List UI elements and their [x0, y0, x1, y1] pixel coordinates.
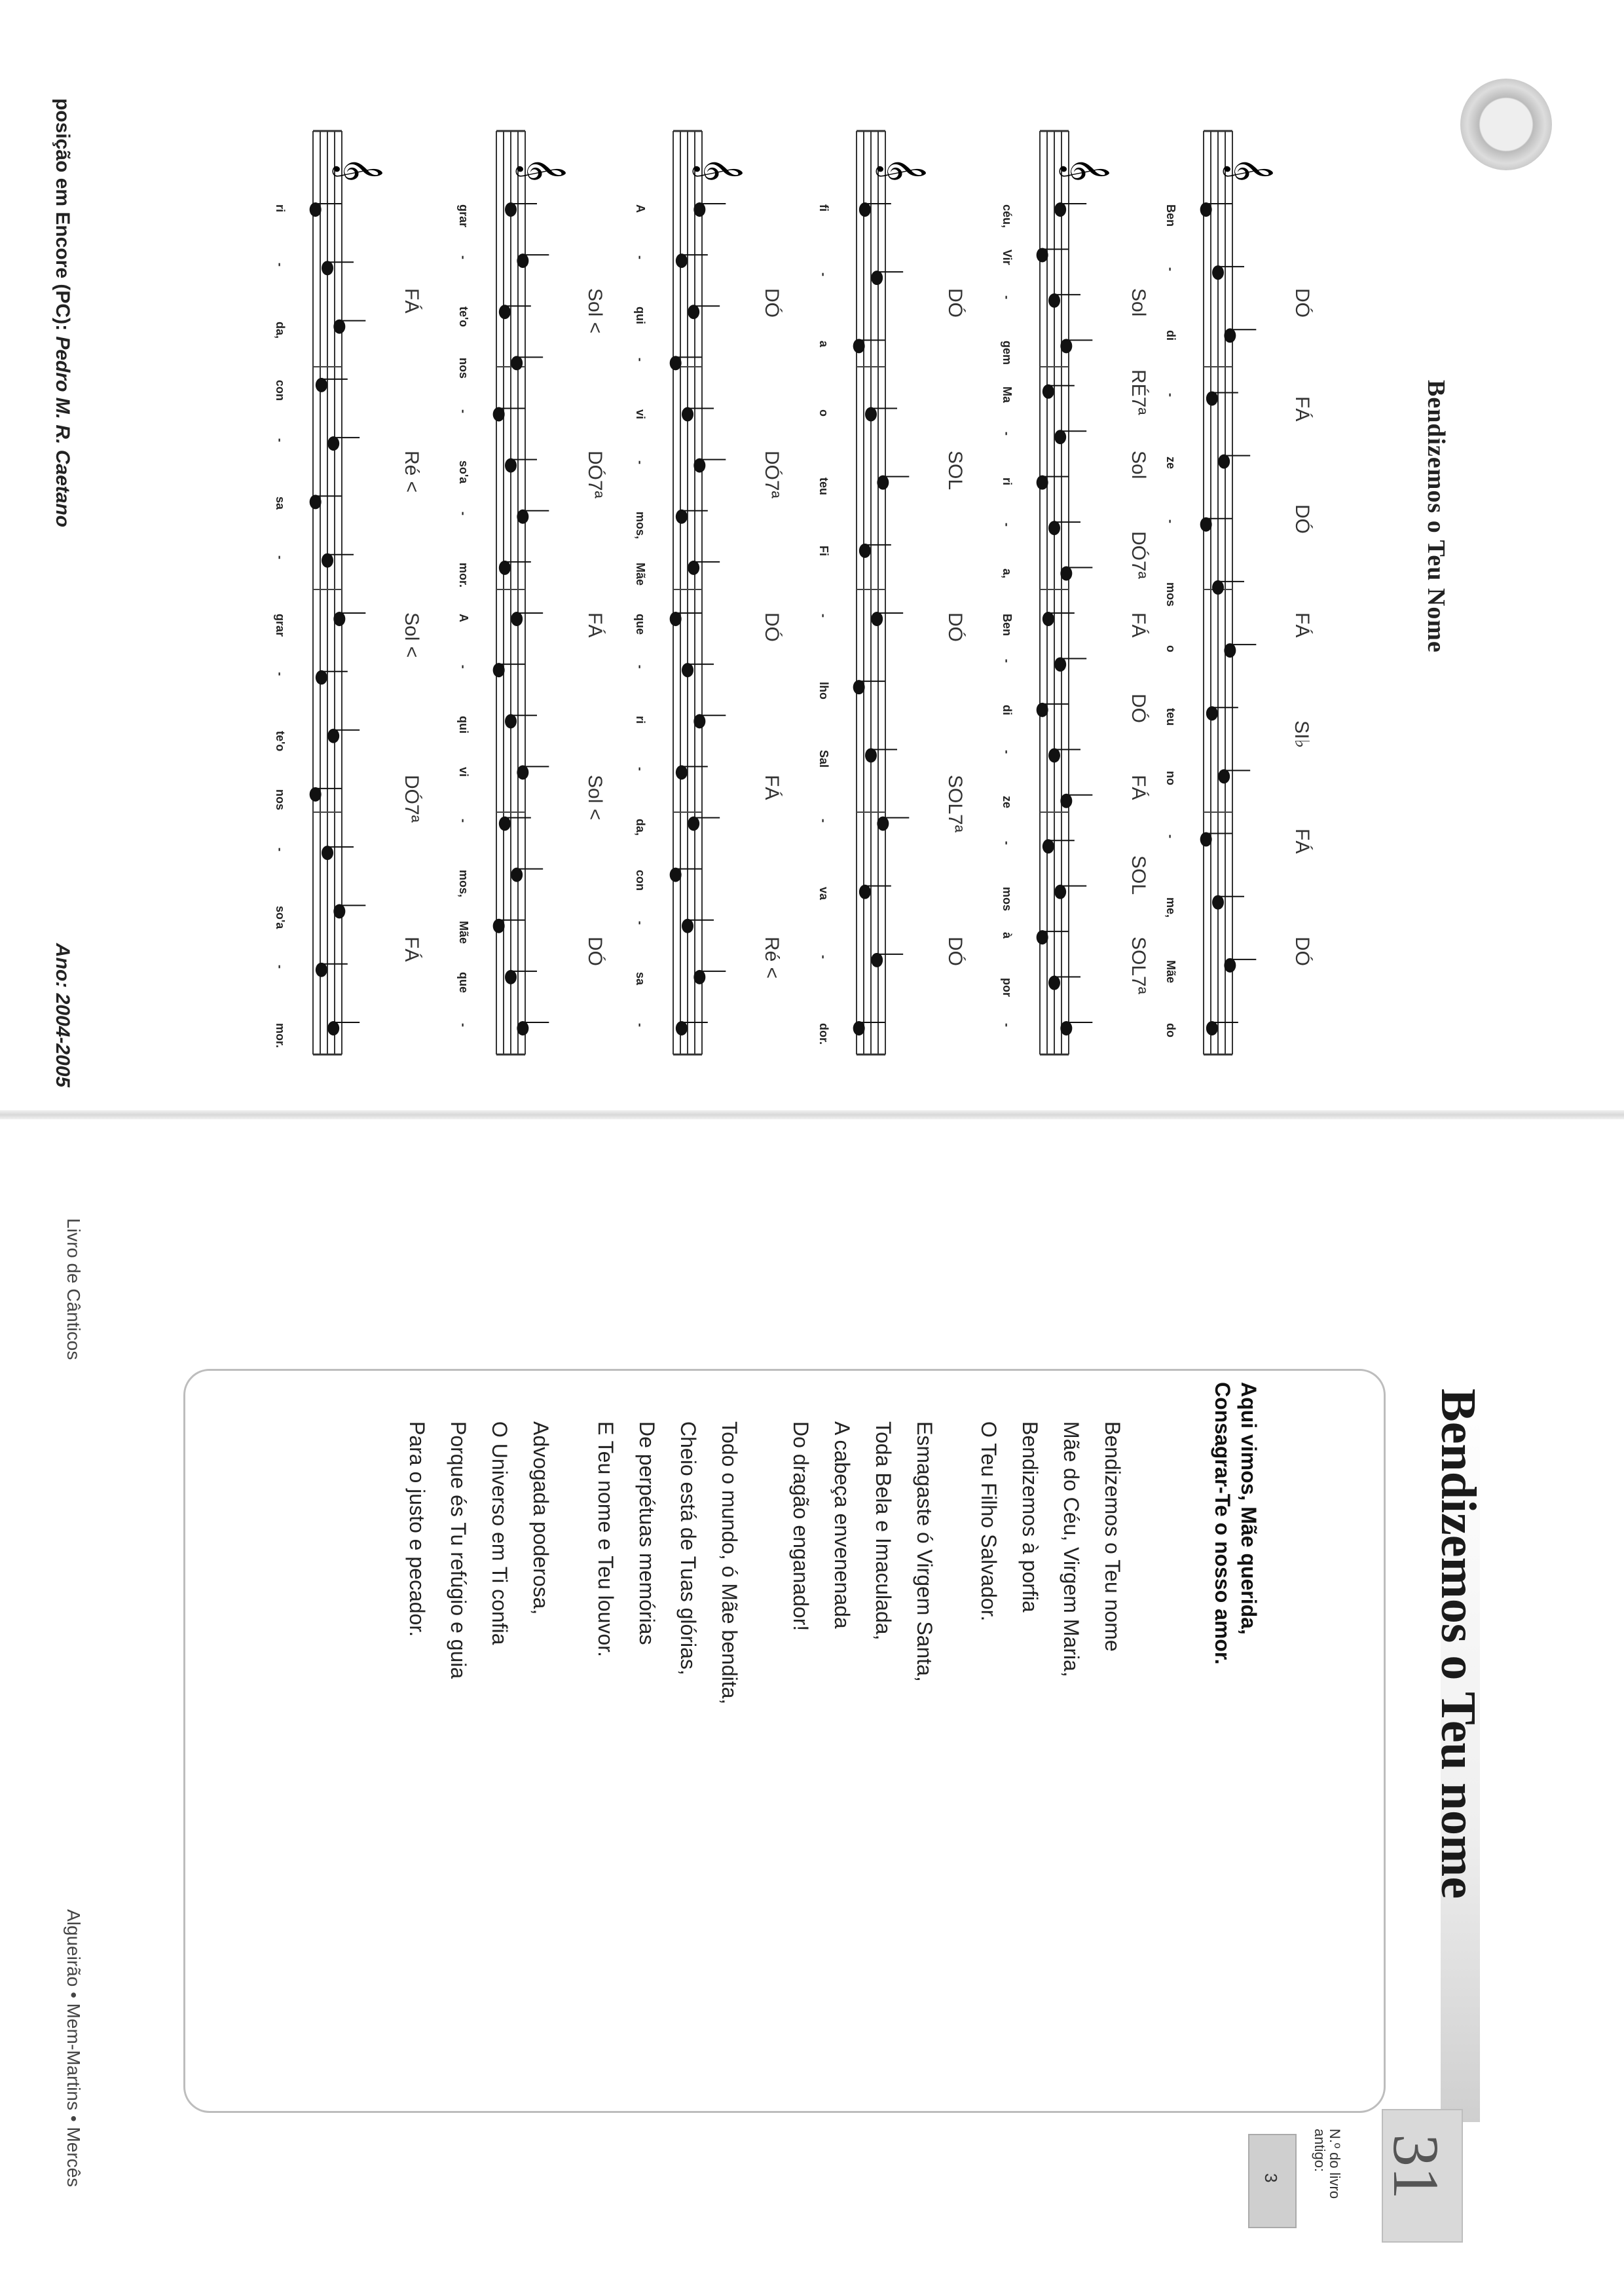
lyric-syllable: Mãe [1164, 960, 1177, 983]
note-head [505, 202, 517, 217]
lyric-syllable: - [457, 255, 470, 260]
lyric-syllable: Ma [1001, 386, 1014, 403]
lyric-syllable: di [1164, 330, 1177, 341]
arranger-name: Pedro M. R. Caetano [52, 336, 73, 528]
note-head [310, 202, 322, 217]
note-head [676, 765, 688, 779]
chord-symbol: FÁ [1291, 396, 1313, 422]
note-head [505, 970, 517, 984]
chord-symbol: RÉ7ª [1128, 369, 1149, 415]
stanza-2-line-1: Esmagaste ó Virgem Santa, [913, 1421, 936, 1682]
note-head [333, 904, 345, 918]
lyric-syllable: Sal [817, 750, 830, 768]
stanza-2-line-4: Do dragão enganador! [789, 1421, 813, 1632]
lyric-syllable: Mãe [457, 920, 470, 944]
score-year: Ano: 2004-2005 [52, 943, 73, 1088]
note-head [1224, 958, 1236, 973]
note-head [1048, 293, 1060, 308]
lyric-syllable: - [274, 555, 287, 559]
chord-symbol: FÁ [1128, 612, 1149, 638]
lyric-syllable: - [1001, 432, 1014, 436]
note-head [505, 458, 517, 473]
lyric-syllable: a, [1001, 568, 1014, 578]
lyric-syllable: ri [1001, 477, 1014, 485]
note-head [871, 271, 883, 285]
lyric-syllable: - [1001, 659, 1014, 663]
note-head [688, 305, 699, 319]
lyric-syllable: - [1001, 295, 1014, 299]
chord-symbol: SOL7ª [1128, 937, 1149, 994]
arrangement-label: posição em Encore (PC): [52, 98, 73, 331]
note-head [316, 378, 327, 392]
note-head [322, 553, 333, 568]
note-head [1200, 202, 1212, 217]
lyric-syllable: va [817, 886, 830, 900]
note-head [1037, 476, 1048, 490]
note-head [327, 729, 339, 743]
stanza-3-line-2: Cheio está de Tuas glórias, [676, 1421, 700, 1675]
lyric-syllable: con [634, 869, 647, 891]
note-head [1200, 832, 1212, 847]
lyric-syllable: nos [457, 358, 470, 379]
note-head [1043, 612, 1054, 626]
refrain-line-1: Aqui vimos, Mãe querida, [1237, 1382, 1261, 1635]
note-head [1037, 930, 1048, 944]
note-head [871, 953, 883, 967]
note-head [670, 868, 682, 882]
chord-symbol: FÁ [1291, 829, 1313, 854]
lyric-syllable: qui [457, 716, 470, 734]
lyric-syllable: lho [817, 682, 830, 700]
score-title: Bendizemos o Teu Nome [1422, 380, 1450, 653]
note-head [693, 970, 705, 984]
stanza-2-line-3: A cabeça envenenada [830, 1421, 854, 1629]
note-head [1054, 885, 1066, 899]
lyric-syllable: mos, [634, 511, 647, 539]
note-head [670, 356, 682, 370]
chord-symbol: DÓ [944, 937, 966, 966]
chord-symbol: DÓ [761, 612, 783, 642]
chord-symbol: SOL [944, 450, 966, 490]
note-head [1060, 567, 1072, 581]
lyric-syllable: mor. [274, 1023, 287, 1049]
lyric-syllable: te'o [274, 730, 287, 751]
lyric-syllable: qui [634, 307, 647, 325]
parish-name: Algueirão • Mem-Martins • Mercês [64, 1909, 84, 2188]
note-head [499, 561, 511, 575]
old-number: 3 [1261, 2173, 1281, 2183]
lyric-syllable: a [817, 341, 830, 348]
lyric-syllable: - [634, 920, 647, 925]
lyric-syllable: da, [274, 321, 287, 339]
lyric-syllable: ri [634, 716, 647, 724]
treble-clef-icon: 𝄞 [1225, 157, 1273, 182]
lyric-syllable: me, [1164, 897, 1177, 918]
note-head [676, 510, 688, 524]
staff-5 [493, 131, 566, 1054]
note-head [1043, 839, 1054, 853]
staff-4 [670, 131, 743, 1054]
chord-symbol: FÁ [401, 288, 422, 314]
chord-symbol: DÓ [761, 288, 783, 318]
lyric-syllable: - [457, 511, 470, 515]
note-head [327, 436, 339, 451]
note-head [871, 612, 883, 626]
note-head [1060, 339, 1072, 353]
chord-symbol: Sol < [584, 288, 606, 334]
lyric-syllable: - [1164, 519, 1177, 523]
lyric-syllable: céu, [1001, 204, 1014, 229]
note-head [1218, 455, 1230, 469]
note-head [316, 963, 327, 977]
treble-clef-icon: 𝄞 [694, 157, 743, 182]
lyric-syllable: - [1001, 750, 1014, 755]
note-head [1206, 391, 1218, 405]
lyric-syllable: Mãe [634, 562, 647, 586]
song-number: 31 [1380, 2134, 1452, 2199]
note-head [670, 612, 682, 626]
lyric-syllable: - [634, 255, 647, 260]
lyric-syllable: o [1164, 645, 1177, 653]
lyric-syllable: Vir [1001, 250, 1014, 266]
lyric-syllable: A [457, 614, 470, 622]
note-head [1224, 328, 1236, 343]
note-head [493, 663, 505, 677]
staff-3 [853, 131, 926, 1054]
note-head [676, 1021, 688, 1036]
stanza-4-line-2: O Universo em Ti confia [488, 1421, 511, 1645]
lyric-syllable: so'a [457, 460, 470, 483]
note-head [877, 817, 889, 831]
stanza-2-line-2: Toda Bela e Imaculada, [872, 1421, 895, 1641]
stanza-4-line-1: Advogada poderosa, [529, 1421, 553, 1615]
stanza-3-line-3: De perpétuas memórias [635, 1421, 659, 1645]
staff-1 [1200, 131, 1273, 1054]
note-head [865, 407, 877, 422]
chord-symbol: FÁ [761, 774, 783, 800]
note-head [853, 680, 865, 694]
lyric-syllable: gem [1001, 341, 1014, 365]
note-head [1043, 384, 1054, 399]
stanza-4-line-4: Para o justo e pecador. [405, 1421, 429, 1637]
chord-symbol: DÓ [1291, 288, 1313, 318]
note-head [1206, 706, 1218, 720]
note-head [327, 1021, 339, 1036]
note-head [693, 714, 705, 728]
lyric-syllable: - [1001, 1023, 1014, 1027]
lyric-syllable: - [817, 614, 830, 618]
score-staves [0, 0, 1624, 1133]
stanza-1-line-4: O Teu Filho Salvador. [977, 1421, 1001, 1622]
lyric-syllable: - [1001, 841, 1014, 846]
lyric-syllable: - [274, 263, 287, 267]
lyric-syllable: - [1164, 834, 1177, 838]
chord-symbol: Sol < [584, 774, 606, 820]
note-head [333, 320, 345, 334]
note-head [688, 817, 699, 831]
lyric-syllable: Ben [1001, 614, 1014, 637]
note-head [859, 202, 871, 217]
chord-symbol: Ré < [761, 937, 783, 979]
treble-clef-icon: 𝄞 [877, 157, 926, 182]
lyric-syllable: teu [1164, 708, 1177, 726]
note-head [853, 339, 865, 353]
lyric-syllable: - [457, 818, 470, 823]
lyric-syllable: - [1164, 393, 1177, 398]
chord-symbol: Sol [1128, 450, 1149, 479]
lyric-syllable: - [817, 954, 830, 959]
lyric-syllable: - [274, 848, 287, 852]
note-head [511, 356, 523, 370]
note-head [1037, 703, 1048, 717]
note-head [865, 748, 877, 762]
chord-symbol: DÓ7ª [1128, 531, 1149, 580]
note-head [511, 868, 523, 882]
lyric-syllable: fi [817, 204, 830, 212]
lyric-syllable: Fi [817, 545, 830, 556]
note-head [499, 305, 511, 319]
lyric-syllable: da, [634, 818, 647, 836]
note-head [322, 846, 333, 860]
note-head [511, 612, 523, 626]
note-head [310, 494, 322, 509]
note-head [1218, 769, 1230, 783]
lyric-syllable: - [457, 409, 470, 413]
chord-symbol: DÓ [1128, 693, 1149, 723]
stanza-1-line-1: Bendizemos o Teu nome [1101, 1421, 1124, 1652]
lyric-syllable: di [1001, 704, 1014, 715]
lyrics-box [183, 1369, 1386, 2113]
note-head [859, 885, 871, 899]
lyric-syllable: ri [274, 204, 287, 213]
note-head [1037, 248, 1048, 262]
lyric-syllable: - [634, 665, 647, 669]
lyric-syllable: - [634, 1023, 647, 1027]
chord-symbol: DÓ [1291, 937, 1313, 966]
chord-symbol: DÓ7ª [761, 450, 783, 498]
note-head [1212, 580, 1224, 595]
chord-symbol: DÓ7ª [401, 774, 422, 823]
chord-symbol: SOL7ª [944, 774, 966, 832]
lyric-syllable: ze [1164, 456, 1177, 469]
parish-logo [1460, 79, 1552, 170]
lyric-syllable: sa [634, 971, 647, 985]
lyric-syllable: que [634, 614, 647, 635]
lyric-syllable: grar [274, 614, 287, 637]
lyric-syllable: - [634, 460, 647, 464]
note-head [1054, 430, 1066, 444]
lyric-syllable: con [274, 379, 287, 401]
music-score [0, 0, 1624, 1133]
chord-symbol: Sol < [401, 612, 422, 658]
note-head [853, 1021, 865, 1036]
stanza-1-line-2: Mãe do Céu, Virgem Maria, [1060, 1421, 1083, 1677]
chord-symbol: Sol [1128, 288, 1149, 317]
lyric-syllable: - [634, 767, 647, 772]
note-head [1048, 976, 1060, 990]
staff-2 [1037, 131, 1109, 1054]
stanza-3-line-4: E Teu nome e Teu louvor. [594, 1421, 618, 1657]
lyric-syllable: vi [634, 409, 647, 419]
note-head [499, 817, 511, 831]
old-number-label: N.º do livro antigo: [1311, 2129, 1343, 2199]
note-head [1048, 521, 1060, 535]
lyric-syllable: mos [1001, 886, 1014, 911]
staff-6 [310, 131, 382, 1054]
note-head [1054, 202, 1066, 217]
chord-symbol: SOL [1128, 855, 1149, 895]
lyric-syllable: so'a [274, 906, 287, 929]
note-head [682, 407, 693, 422]
treble-clef-icon: 𝄞 [517, 157, 566, 182]
note-head [1224, 643, 1236, 658]
note-head [517, 253, 528, 268]
lyric-syllable: mos, [457, 869, 470, 897]
chord-symbol: DÓ7ª [584, 450, 606, 498]
lyric-syllable: - [274, 438, 287, 443]
note-head [316, 670, 327, 684]
chord-symbol: FÁ [584, 612, 606, 638]
chord-symbol: FÁ [1128, 774, 1149, 800]
lyric-syllable: - [457, 665, 470, 669]
note-head [1054, 657, 1066, 671]
lyric-syllable: - [457, 1023, 470, 1027]
note-head [333, 612, 345, 626]
chord-symbol: DÓ [944, 288, 966, 318]
lyric-syllable: por [1001, 977, 1014, 997]
lyric-syllable: grar [457, 204, 470, 228]
lyric-syllable: Ben [1164, 204, 1177, 227]
chord-symbol: DÓ [584, 937, 606, 966]
lyric-syllable: - [274, 672, 287, 677]
note-head [1060, 1021, 1072, 1036]
stanza-3-line-1: Todo o mundo, ó Mãe bendita, [718, 1421, 741, 1705]
lyric-syllable: que [457, 971, 470, 993]
song-title: Bendizemos o Teu nome [1431, 1389, 1486, 1899]
chord-symbol: DÓ [944, 612, 966, 642]
lyric-syllable: A [634, 204, 647, 213]
stanza-4-line-3: Porque és Tu refúgio e guia [447, 1421, 470, 1679]
lyric-syllable: - [1164, 267, 1177, 272]
lyric-syllable: o [817, 409, 830, 417]
song-number-box [1382, 2109, 1463, 2243]
note-head [310, 787, 322, 802]
note-head [682, 919, 693, 933]
lyric-syllable: dor. [817, 1023, 830, 1045]
note-head [1212, 895, 1224, 910]
note-head [505, 714, 517, 728]
note-head [693, 458, 705, 473]
lyric-syllable: - [634, 358, 647, 362]
old-number-box [1248, 2134, 1297, 2228]
chord-symbol: SI♭ [1291, 720, 1312, 749]
lyric-syllable: mos [1164, 582, 1177, 606]
chord-symbol: FÁ [401, 937, 422, 962]
note-head [1212, 265, 1224, 280]
arrangement-credit [51, 98, 73, 527]
note-head [517, 765, 528, 779]
note-head [1206, 1021, 1218, 1036]
lyric-syllable: do [1164, 1023, 1177, 1037]
note-head [493, 407, 505, 422]
note-head [676, 253, 688, 268]
lyric-syllable: te'o [457, 307, 470, 327]
stanza-1-line-3: Bendizemos à porfia [1018, 1421, 1042, 1613]
note-head [493, 919, 505, 933]
note-head [682, 663, 693, 677]
lyric-syllable: mor. [457, 562, 470, 588]
lyric-syllable: à [1001, 932, 1014, 939]
lyric-syllable: sa [274, 496, 287, 510]
lyric-syllable: nos [274, 789, 287, 810]
treble-clef-icon: 𝄞 [1061, 157, 1109, 182]
note-head [688, 561, 699, 575]
lyric-syllable: - [274, 964, 287, 969]
chord-symbol: DÓ [1291, 504, 1313, 534]
chord-symbol: FÁ [1291, 612, 1313, 638]
note-head [693, 202, 705, 217]
lyric-syllable: no [1164, 771, 1177, 786]
lyric-syllable: - [817, 818, 830, 823]
book-name: Livro de Cânticos [64, 1218, 84, 1360]
note-head [859, 544, 871, 558]
note-head [877, 476, 889, 490]
note-head [1060, 794, 1072, 808]
lyric-syllable: ze [1001, 795, 1014, 808]
note-head [1200, 517, 1212, 532]
lyric-syllable: vi [457, 767, 470, 777]
note-head [322, 261, 333, 275]
chord-symbol: Ré < [401, 450, 422, 493]
page-divider [0, 1110, 1624, 1119]
lyric-syllable: teu [817, 477, 830, 495]
note-head [517, 1021, 528, 1036]
note-head [517, 510, 528, 524]
treble-clef-icon: 𝄞 [334, 157, 382, 182]
lyric-syllable: - [1001, 523, 1014, 527]
note-head [1048, 748, 1060, 762]
refrain-line-2: Consagrar-Te o nosso amor. [1211, 1382, 1234, 1665]
lyric-syllable: - [817, 272, 830, 277]
